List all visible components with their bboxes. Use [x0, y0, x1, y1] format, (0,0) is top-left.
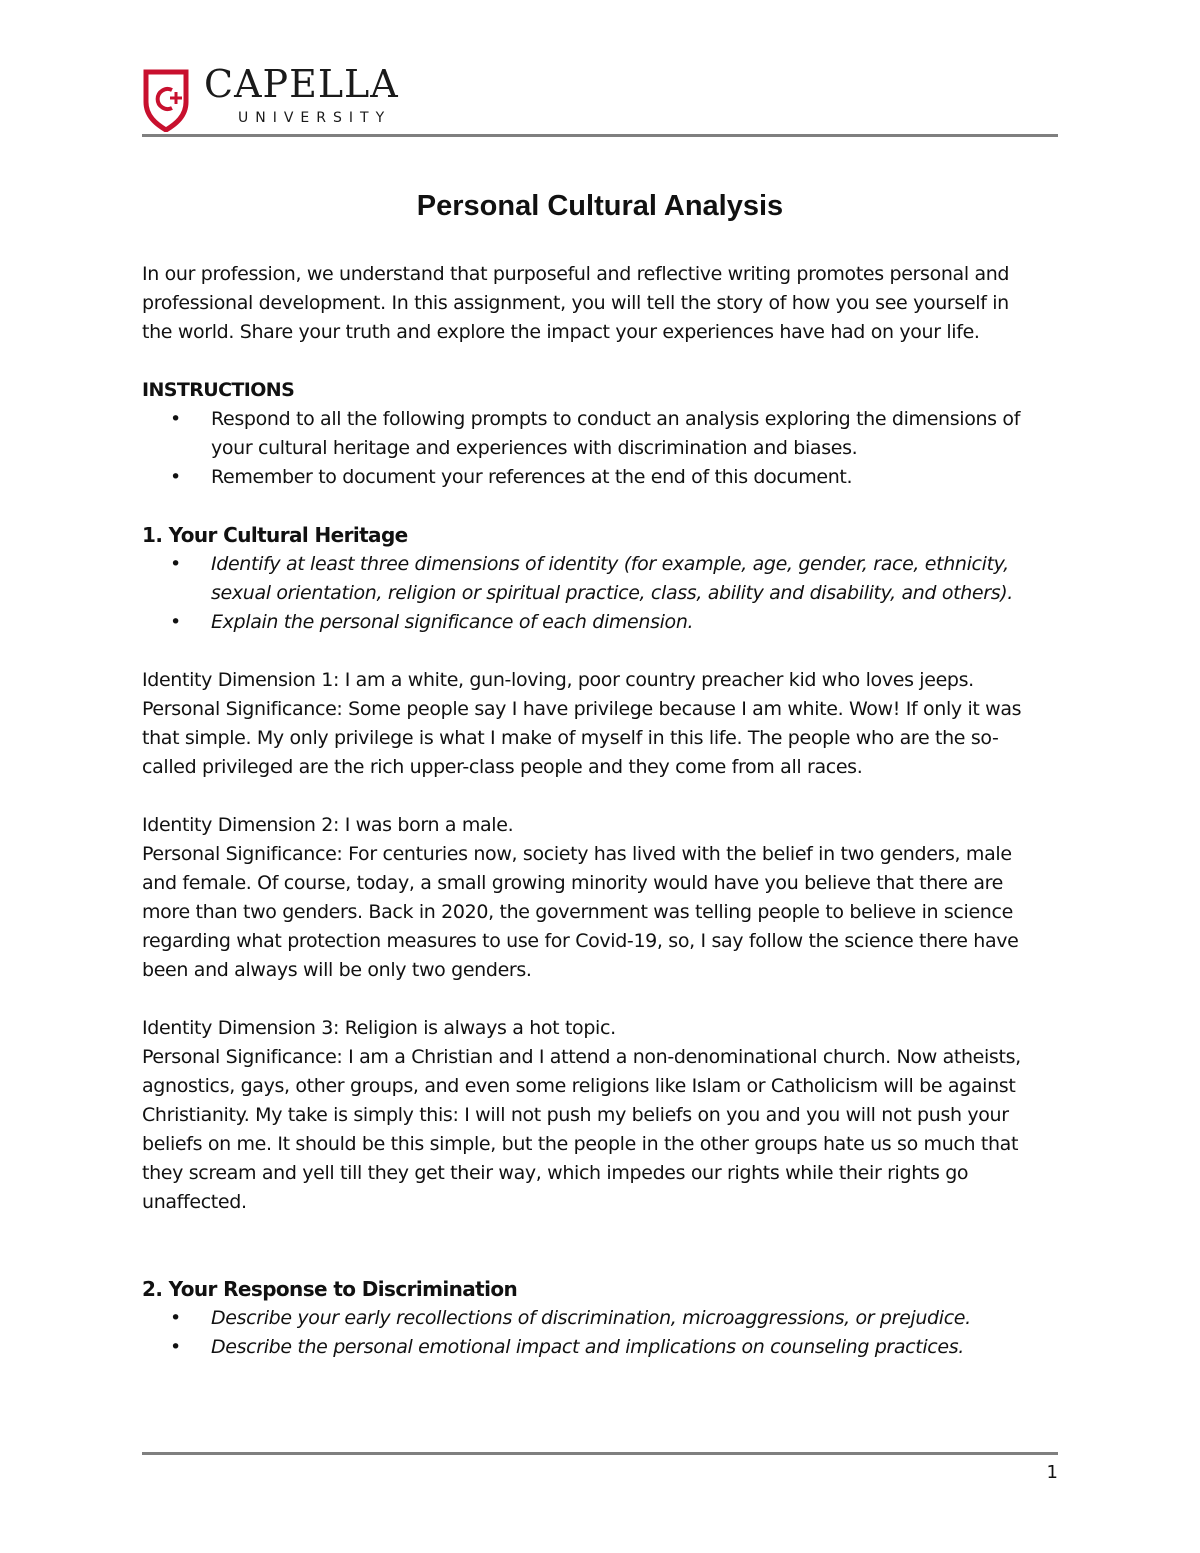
- section-heading: 2. Your Response to Discrimination: [142, 1277, 518, 1301]
- list-item: [142, 463, 1060, 492]
- dimension-line: Personal Significance: For centuries now, society has lived with the belief in two genders, male: [142, 843, 1012, 865]
- list-item: [142, 608, 1060, 637]
- list-item-line: Respond to all the following prompts to conduct an analysis exploring the dimensions of: [211, 408, 1021, 430]
- identity-dimension-1: [142, 666, 1060, 782]
- dimension-line: agnostics, gays, other groups, and even some religions like Islam or Catholicism will be against: [142, 1075, 1016, 1097]
- dimension-line: been and always will be only two genders.: [142, 959, 532, 981]
- list-item: • Describe the personal emotional impact and implications on counseling practices.: [142, 1333, 1060, 1362]
- brand-subtitle: UNIVERSITY: [238, 110, 392, 126]
- intro-line: the world. Share your truth and explore the impact your experiences have had on your life.: [142, 321, 980, 343]
- document-title: Personal Cultural Analysis: [416, 190, 784, 222]
- dimension-line: that simple. My only privilege is what I make of myself in this life. The people who are the so-: [142, 727, 999, 749]
- capella-logo: [142, 62, 432, 134]
- list-item: • Describe your early recollections of discrimination, microaggressions, or prejudice.: [142, 1304, 1060, 1333]
- section-heading: 1. Your Cultural Heritage: [142, 523, 408, 547]
- dimension-line: Personal Significance: I am a Christian and I attend a non-denominational church. Now atheists,: [142, 1046, 1021, 1068]
- instructions-heading: INSTRUCTIONS: [142, 379, 295, 401]
- list-item-line: Identify at least three dimensions of identity (for example, age, gender, race, ethnicity,: [211, 553, 1009, 575]
- header-divider: [142, 134, 1058, 137]
- document-body: [142, 260, 1060, 1362]
- shield-logo-icon: [142, 68, 190, 132]
- intro-line: In our profession, we understand that purposeful and reflective writing promotes personal and: [142, 263, 1010, 285]
- footer-divider: [142, 1452, 1058, 1455]
- dimension-line: Personal Significance: Some people say I have privilege because I am white. Wow! If only it was: [142, 698, 1022, 720]
- dimension-line: they scream and yell till they get their way, which impedes our rights while their rights go: [142, 1162, 969, 1184]
- dimension-line: called privileged are the rich upper-class people and they come from all races.: [142, 756, 863, 778]
- dimension-line: Identity Dimension 2: I was born a male.: [142, 814, 514, 836]
- intro-line: professional development. In this assignment, you will tell the story of how you see yourself in: [142, 292, 1009, 314]
- dimension-line: Identity Dimension 1: I am a white, gun-loving, poor country preacher kid who loves jeeps.: [142, 669, 974, 691]
- dimension-line: Identity Dimension 3: Religion is always a hot topic.: [142, 1017, 616, 1039]
- list-item: [142, 405, 1060, 463]
- dimension-line: regarding what protection measures to use for Covid-19, so, I say follow the science there have: [142, 930, 1019, 952]
- identity-dimension-2: [142, 811, 1060, 985]
- list-item: [142, 550, 1060, 608]
- dimension-line: and female. Of course, today, a small growing minority would have you believe that there are: [142, 872, 1004, 894]
- dimension-line: unaffected.: [142, 1191, 247, 1213]
- section2-prompts: [142, 1304, 1060, 1362]
- instructions-list: [142, 405, 1060, 492]
- page-number: 1: [1046, 1462, 1058, 1483]
- brand-name: CAPELLA: [204, 62, 399, 106]
- list-item-line: Explain the personal significance of each dimension.: [211, 611, 694, 633]
- dimension-line: beliefs on me. It should be this simple, but the people in the other groups hate us so much that: [142, 1133, 1019, 1155]
- list-item-line: your cultural heritage and experiences with discrimination and biases.: [211, 437, 858, 459]
- list-item-line: Remember to document your references at the end of this document.: [211, 466, 853, 488]
- identity-dimension-3: [142, 1014, 1060, 1217]
- list-item-line: sexual orientation, religion or spiritual practice, class, ability and disability, and others).: [211, 582, 1013, 604]
- section1-prompts: [142, 550, 1060, 637]
- dimension-line: Christianity. My take is simply this: I will not push my beliefs on you and you will not push your: [142, 1104, 1009, 1126]
- intro-paragraph: [142, 260, 1060, 347]
- dimension-line: more than two genders. Back in 2020, the government was telling people to believe in science: [142, 901, 1013, 923]
